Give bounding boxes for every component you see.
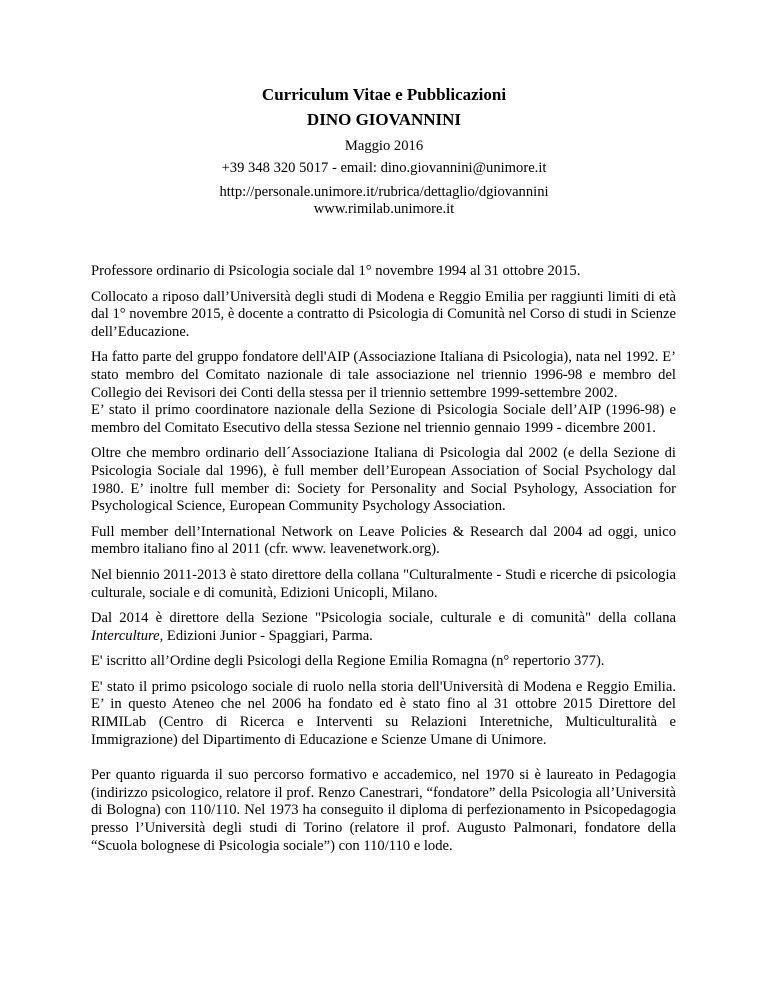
paragraph-aip-coordinator: E’ stato il primo coordinatore nazionale della Sezione di Psicologia Sociale dell’AIP (1996-98) e membro del Comitato Esecutivo della stessa Sezione nel triennio gennaio 1999 - dicembre 2001.	[91, 402, 676, 436]
document-date: Maggio 2016	[344, 138, 424, 154]
interculture-series-name: Interculture	[91, 627, 160, 644]
paragraph-interculture	[91, 610, 676, 645]
contact-line: +39 348 320 5017 - email: dino.giovannini@unimore.it	[221, 160, 547, 176]
document-title: Curriculum Vitae e Pubblicazioni	[261, 85, 507, 104]
paragraph-retirement: Collocato a riposo dall’Università degli studi di Modena e Reggio Emilia per raggiunti limiti di età dal 1° novembre 2015, è docente a contratto di Psicologia di Comunità nel Corso di studi in Scienze dell’Educazione.	[91, 288, 676, 340]
paragraph-memberships: Oltre che membro ordinario dell´Associazione Italiana di Psicologia dal 2002 (e della Sezione di Psicologia Sociale dal 1996), è full member dell’European Association of Social Psychology dal 1980. E’ inoltre full member di: Society for Personality and Social Psyhology, Association for Psychological Science, European Community Psychology Association.	[91, 445, 676, 515]
paragraph-aip-founder: Ha fatto parte del gruppo fondatore dell'AIP (Associazione Italiana di Psicologia), nata nel 1992. E’ stato membro del Comitato nazionale di tale associazione nel triennio 1996-98 e membro del Collegio dei Revisori dei Conti della stessa per il triennio settembre 1999-settembre 2002.	[91, 349, 676, 401]
lab-url: www.rimilab.unimore.it	[313, 201, 455, 217]
personal-page-url: http://personale.unimore.it/rubrica/dettaglio/dgiovannini	[219, 184, 549, 200]
paragraph-leave-network: Full member dell’International Network on Leave Policies & Research dal 2004 ad oggi, unico membro italiano fino al 2011 (cfr. www. leavenetwork.org).	[91, 523, 676, 558]
author-name: DINO GIOVANNINI	[306, 110, 462, 129]
paragraph-culturalmente: Nel biennio 2011-2013 è stato direttore della collana "Culturalmente - Studi e ricerche di psicologia culturale, sociale e di comunità, Edizioni Unicopli, Milano.	[91, 566, 676, 601]
paragraph-rimilab: E' stato il primo psicologo sociale di ruolo nella storia dell'Università di Modena e Reggio Emilia. E’ in questo Ateneo che nel 2006 ha fondato ed è stato fino al 31 ottobre 2015 Direttore del RIMILab (Centro di Ricerca e Interventi su Relazioni Interetniche, Multiculturalità e Immigrazione) del Dipartimento di Educazione e Scienze Umane di Unimore.	[91, 678, 676, 748]
paragraph-position: Professore ordinario di Psicologia sociale dal 1° novembre 1994 al 31 ottobre 2015.	[91, 263, 581, 279]
paragraph-education: Per quanto riguarda il suo percorso formativo e accademico, nel 1970 si è laureato in Pedagogia (indirizzo psicologico, relatore il prof. Renzo Canestrari, “fondatore” della Psicologia all’Università di Bologna) con 110/110. Nel 1973 ha conseguito il diploma di perfezionamento in Psicopedagogia presso l’Università degli studi di Torino (relatore il prof. Augusto Palmonari, fondatore della “Scuola bolognese di Psicologia sociale”) con 110/110 e lode.	[91, 767, 676, 854]
paragraph-order-registration: E' iscritto all’Ordine degli Psicologi della Regione Emilia Romagna (n° repertorio 377).	[91, 653, 605, 670]
document-body	[91, 263, 676, 863]
interculture-pre: Dal 2014 è direttore della Sezione "Psicologia sociale, culturale e di comunità" della collana	[91, 610, 676, 627]
interculture-post: , Edizioni Junior - Spaggiari, Parma.	[159, 627, 373, 644]
